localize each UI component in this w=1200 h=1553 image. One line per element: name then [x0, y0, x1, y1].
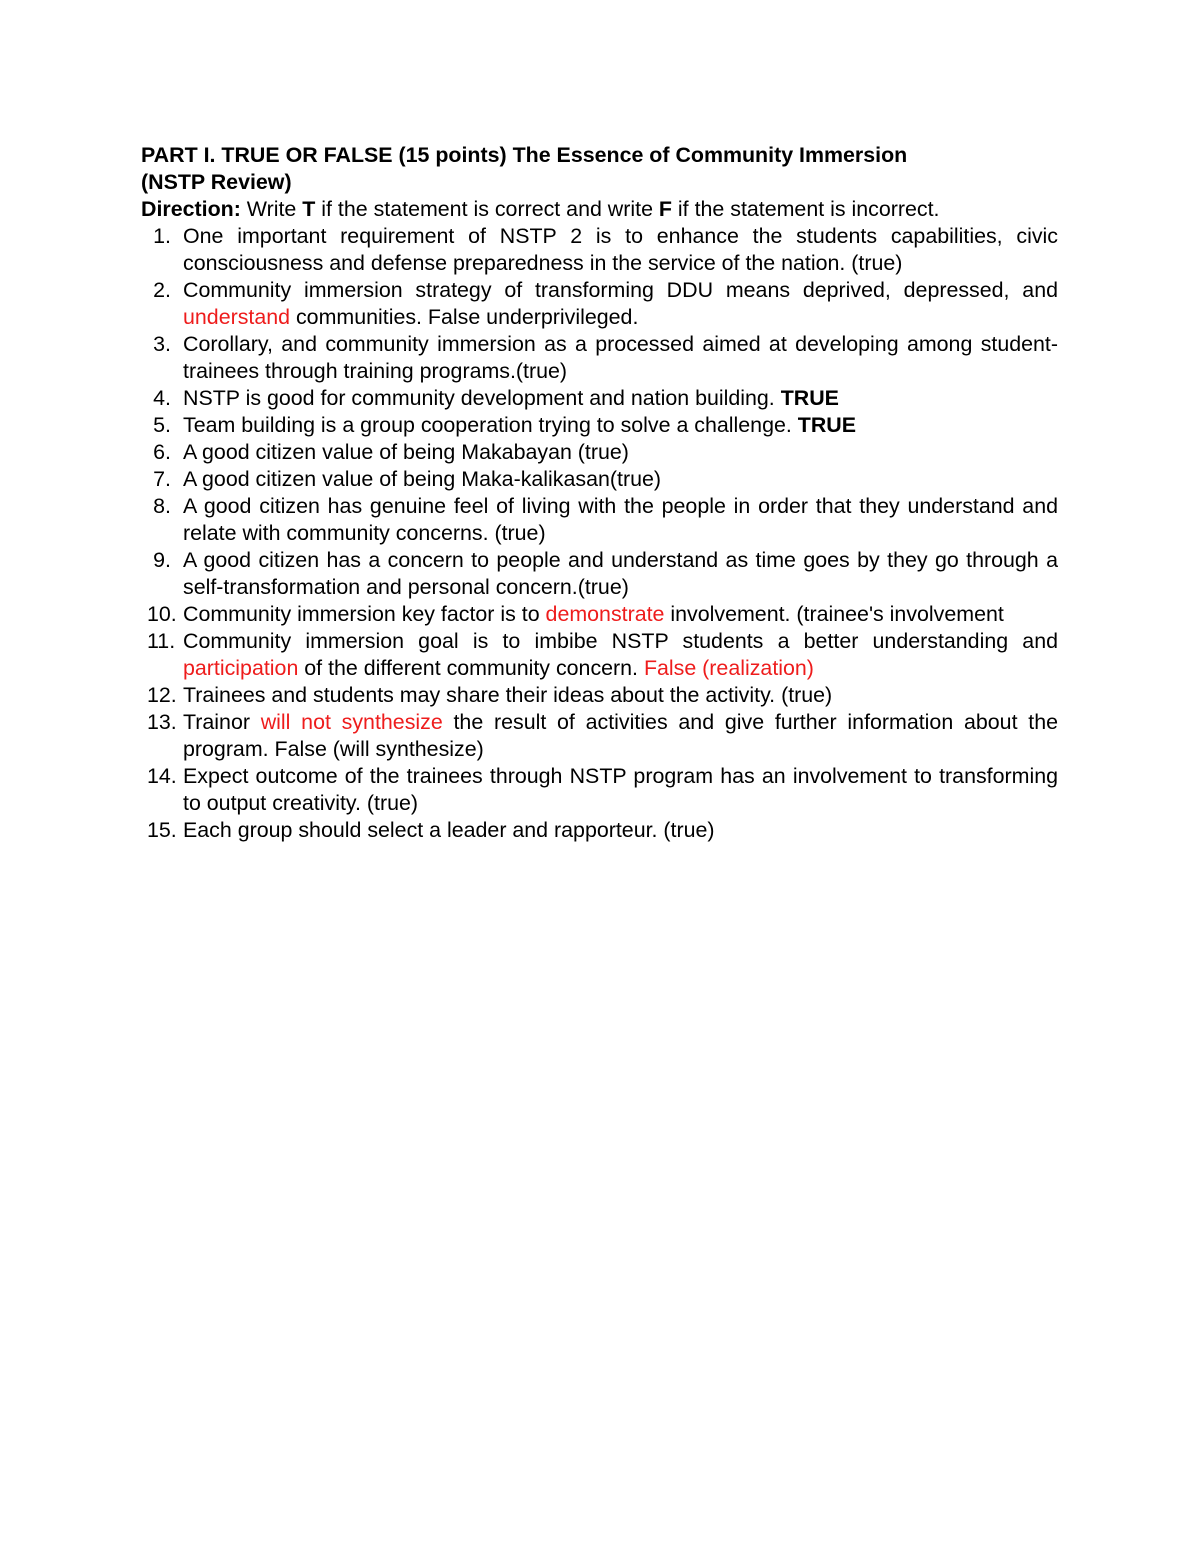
question-text: Community immersion goal is to imbibe NSTP students a better understanding and [183, 629, 1058, 653]
question-item [141, 412, 1058, 439]
question-number: 8. [153, 494, 171, 518]
document-page [141, 142, 1058, 844]
question-number: 7. [153, 467, 171, 491]
question-text: NSTP is good for community development and nation building. [183, 386, 781, 410]
direction-false-letter: F [658, 197, 672, 221]
question-number: 6. [153, 440, 171, 464]
direction-label: Direction: [141, 197, 241, 221]
question-text: One important requirement of NSTP 2 is to enhance the students capabilities, civic consciousness and defense preparedness in the service of the nation. (true) [183, 224, 1058, 275]
direction-line [141, 196, 1058, 223]
question-number: 13. [147, 710, 177, 734]
question-number: 11. [147, 629, 176, 653]
question-text: Each group should select a leader and rapporteur. (true) [183, 818, 715, 842]
question-item [141, 493, 1058, 547]
question-number: 12. [147, 683, 177, 707]
question-text: communities. False underprivileged. [290, 305, 639, 329]
direction-true-letter: T [302, 197, 316, 221]
question-number: 2. [153, 278, 171, 302]
question-number: 5. [153, 413, 171, 437]
question-text: A good citizen value of being Makabayan (true) [183, 440, 629, 464]
question-text: A good citizen has genuine feel of living with the people in order that they understand and relate with community concerns. (true) [183, 494, 1058, 545]
question-item [141, 601, 1058, 628]
title-line-1: PART I. TRUE OR FALSE (15 points) The Essence of Community Immersion [141, 143, 908, 167]
question-text: Expect outcome of the trainees through NSTP program has an involvement to transforming to output creativity. (true) [183, 764, 1058, 815]
question-number: 1. [153, 224, 171, 248]
question-item [141, 331, 1058, 385]
question-item [141, 817, 1058, 844]
question-text: Trainor [183, 710, 261, 734]
question-item [141, 709, 1058, 763]
question-item [141, 223, 1058, 277]
question-item [141, 628, 1058, 682]
question-list [141, 223, 1058, 844]
question-text: Community immersion key factor is to [183, 602, 546, 626]
question-number: 14. [147, 764, 177, 788]
direction-text-c: if the statement is incorrect. [671, 197, 940, 221]
question-number: 15. [147, 818, 177, 842]
question-item [141, 439, 1058, 466]
question-text: Trainees and students may share their ideas about the activity. (true) [183, 683, 833, 707]
question-text: A good citizen has a concern to people and understand as time goes by they go through a self-transformation and personal concern.(true) [183, 548, 1058, 599]
question-number: 9. [153, 548, 171, 572]
answer-text: TRUE [797, 413, 856, 437]
question-number: 10. [147, 602, 177, 626]
question-item [141, 466, 1058, 493]
direction-text-a: Write [240, 197, 303, 221]
question-text: Community immersion strategy of transforming DDU means deprived, depressed, and [183, 278, 1058, 302]
highlighted-text: understand [183, 305, 291, 329]
question-item [141, 385, 1058, 412]
question-text: A good citizen value of being Maka-kalikasan(true) [183, 467, 661, 491]
question-item [141, 763, 1058, 817]
question-item [141, 682, 1058, 709]
question-text: Team building is a group cooperation trying to solve a challenge. [183, 413, 798, 437]
title-line-2: (NSTP Review) [141, 170, 292, 194]
question-text: Corollary, and community immersion as a processed aimed at developing among student-trainees through training programs.(true) [183, 332, 1058, 383]
question-text: involvement. (trainee's involvement [664, 602, 1004, 626]
question-text: of the different community concern. [298, 656, 644, 680]
document-title [141, 142, 1058, 196]
question-text: the result of activities and give further information about the program. False (will synthesize) [183, 710, 1059, 761]
highlighted-text: demonstrate [545, 602, 665, 626]
question-item [141, 277, 1058, 331]
question-number: 3. [153, 332, 171, 356]
highlighted-text: participation [183, 656, 299, 680]
question-number: 4. [153, 386, 171, 410]
question-item [141, 547, 1058, 601]
answer-text: TRUE [780, 386, 839, 410]
highlighted-text: False (realization) [643, 656, 814, 680]
highlighted-text: will not synthesize [260, 710, 443, 734]
direction-text-b: if the statement is correct and write [315, 197, 659, 221]
